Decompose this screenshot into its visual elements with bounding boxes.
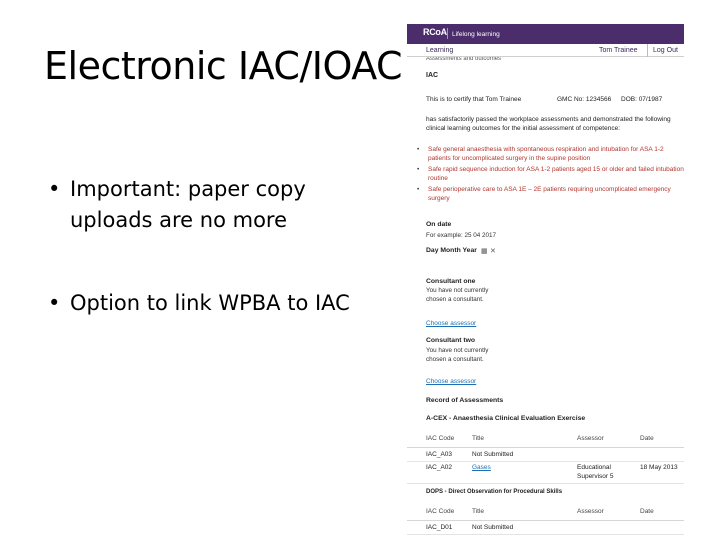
acex-table-header bbox=[407, 434, 684, 448]
outcome-text: Safe general anaesthesia with spontaneous respiration and intubation for ASA 1-2 patients for uncomplicated surgery in the supine position bbox=[428, 146, 664, 162]
bullet-dot-icon: • bbox=[48, 291, 61, 315]
column-header: Date bbox=[640, 435, 654, 442]
bullet-dot-icon: • bbox=[48, 177, 61, 201]
nav-learning-link[interactable]: Learning bbox=[426, 47, 454, 54]
column-header: Assessor bbox=[577, 508, 604, 515]
column-header: Date bbox=[640, 508, 654, 515]
table-row bbox=[407, 462, 684, 484]
on-date-field[interactable]: Day Month Year bbox=[426, 247, 477, 254]
table-cell: Educational Supervisor 5 bbox=[577, 464, 614, 480]
slide-title: Electronic IAC/IOAC bbox=[44, 44, 403, 88]
column-header: IAC Code bbox=[426, 508, 455, 515]
logo-divider bbox=[447, 28, 448, 39]
table-cell: IAC_A02 bbox=[426, 464, 453, 471]
outcome-text: Safe perioperative care to ASA 1E – 2E patients requiring uncomplicated emergency surgery bbox=[428, 186, 671, 202]
rcoa-logo[interactable]: RCoA bbox=[423, 27, 447, 37]
certify-line: This is to certify that Tom Trainee bbox=[426, 96, 522, 103]
breadcrumb[interactable]: Assessments and outcomes bbox=[426, 57, 502, 62]
table-cell: 18 May 2013 bbox=[640, 464, 678, 471]
nav-bar bbox=[407, 44, 684, 57]
bullet-dot-icon: • bbox=[417, 186, 420, 193]
consultant-one-text: You have not currently chosen a consultant. bbox=[426, 287, 489, 303]
outcomes-list bbox=[417, 145, 684, 205]
list-item bbox=[417, 185, 684, 203]
site-header bbox=[407, 24, 684, 44]
list-item bbox=[417, 165, 684, 183]
bullet-list bbox=[48, 174, 378, 319]
assessment-link[interactable]: Gases bbox=[472, 464, 491, 471]
consultant-one-label: Consultant one bbox=[426, 278, 476, 285]
nav-user-link[interactable]: Tom Trainee bbox=[599, 47, 638, 54]
gmc-number: GMC No: 1234566 bbox=[557, 96, 612, 103]
outcome-text: Safe rapid sequence induction for ASA 1-2 patients aged 15 or older and failed intubation routine bbox=[428, 166, 684, 182]
dops-heading: DOPS - Direct Observation for Procedural Skills bbox=[426, 489, 563, 495]
bullet-text: Important: paper copy uploads are no more bbox=[70, 177, 306, 232]
date-of-birth: DOB: 07/1987 bbox=[621, 96, 663, 103]
record-heading: Record of Assessments bbox=[426, 397, 504, 404]
bullet-dot-icon: • bbox=[417, 166, 420, 173]
on-date-example: For example: 25 04 2017 bbox=[426, 232, 497, 239]
on-date-label: On date bbox=[426, 221, 452, 228]
iac-screenshot bbox=[407, 24, 684, 540]
nav-divider bbox=[647, 44, 648, 57]
column-header: Title bbox=[472, 435, 485, 442]
bullet-dot-icon: • bbox=[417, 146, 420, 153]
bullet-text: Option to link WPBA to IAC bbox=[70, 291, 350, 315]
acex-heading: A-CEX - Anaesthesia Clinical Evaluation Exercise bbox=[426, 415, 586, 422]
table-cell: IAC_D01 bbox=[426, 524, 453, 531]
bullet-item bbox=[48, 174, 378, 236]
column-header: Assessor bbox=[577, 435, 604, 442]
product-name: Lifelong learning bbox=[452, 31, 500, 38]
column-header: IAC Code bbox=[426, 435, 455, 442]
page-title: IAC bbox=[426, 72, 439, 79]
choose-assessor-one-link[interactable]: Choose assessor bbox=[426, 320, 477, 327]
table-cell: IAC_A03 bbox=[426, 451, 453, 458]
choose-assessor-two-link[interactable]: Choose assessor bbox=[426, 378, 477, 385]
table-row bbox=[407, 450, 684, 462]
consultant-two-text: You have not currently chosen a consultant. bbox=[426, 347, 489, 363]
table-row bbox=[407, 523, 684, 535]
consultant-two-label: Consultant two bbox=[426, 337, 476, 344]
list-item bbox=[417, 145, 684, 163]
table-cell: Not Submitted bbox=[472, 524, 514, 531]
bullet-item bbox=[48, 288, 378, 319]
clear-date-icon[interactable]: ✕ bbox=[490, 248, 496, 255]
table-cell: Not Submitted bbox=[472, 451, 514, 458]
intro-text: has satisfactorily passed the workplace assessments and demonstrated the following clinical learning outcomes for the initial assessment of competence: bbox=[426, 116, 671, 132]
column-header: Title bbox=[472, 508, 485, 515]
calendar-icon[interactable]: ▦ bbox=[481, 248, 488, 255]
logout-link[interactable]: Log Out bbox=[653, 47, 678, 54]
dops-table-header bbox=[407, 507, 684, 521]
